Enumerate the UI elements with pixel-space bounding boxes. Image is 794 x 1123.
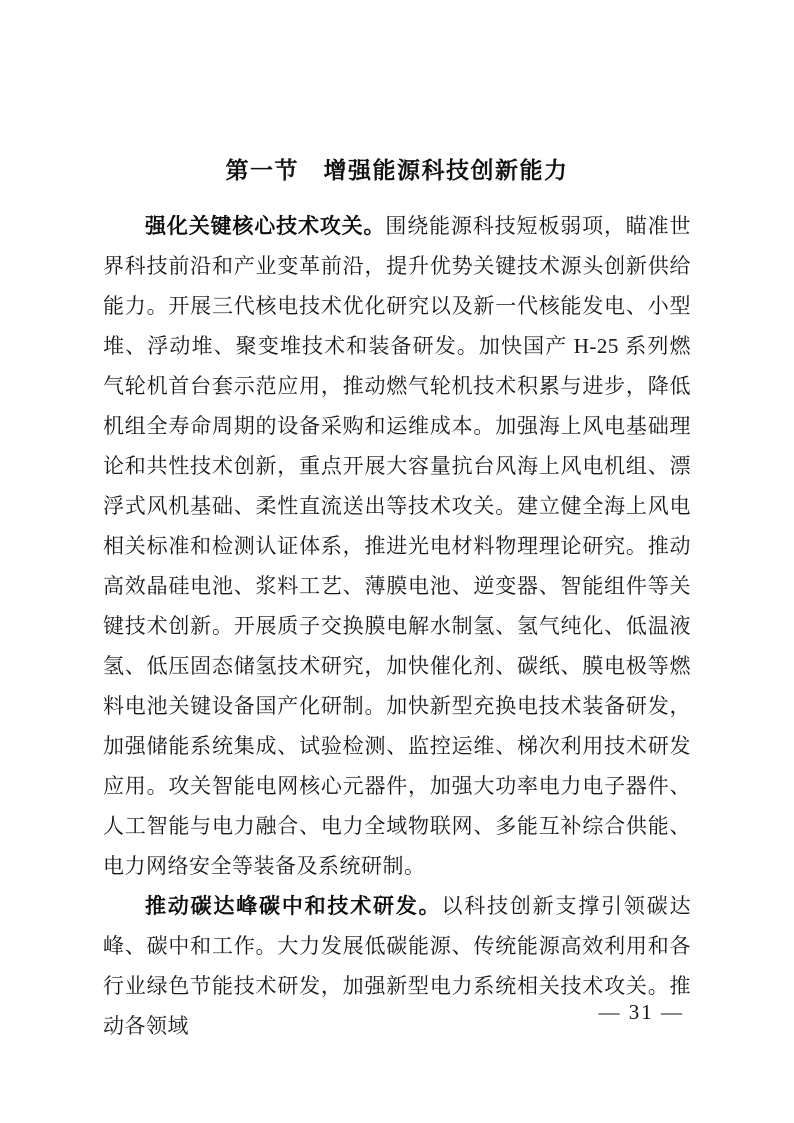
paragraph-text: 以科技创新支撑引领碳达峰、碳中和工作。大力发展低碳能源、传统能源高效利用和各行业绿色节能技术研发，加强新型电力系统相关技术攻关。推动各领域: [103, 894, 692, 1038]
paragraph-lead: 强化关键核心技术攻关。: [145, 214, 386, 238]
section-title: 第一节 增强能源科技创新能力: [225, 157, 569, 183]
paragraph: [103, 206, 691, 886]
paragraph-text: 围绕能源科技短板弱项，瞄准世界科技前沿和产业变革前沿，提升优势关键技术源头创新供给能力。开展三代核电技术优化研究以及新一代核能发电、小型堆、浮动堆、聚变堆技术和装备研发。加快国产 H-25 系列燃气轮机首台套示范应用，推动燃气轮机技术积累与进步，降低机组全寿命周期的设备采购和运维成本。加强海上风电基础理论和共性技术创新，重点开展大容量抗台风海上风电机组、漂浮式风机基础、柔性直流送出等技术攻关。建立健全海上风电相关标准和检测认证体系，推进光电材料物理理论研究。推动高效晶硅电池、浆料工艺、薄膜电池、逆变器、智能组件等关键技术创新。开展质子交换膜电解水制氢、氢气纯化、低温液氢、低压固态储氢技术研究，加快催化剂、碳纸、膜电极等燃料电池关键设备国产化研制。加快新型充换电技术装备研发，加强储能系统集成、试验检测、监控运维、梯次利用技术研发应用。攻关智能电网核心元器件，加强大功率电力电子器件、人工智能与电力融合、电力全域物联网、多能互补综合供能、电力网络安全等装备及系统研制。: [103, 214, 692, 878]
page-number: — 31 —: [598, 1000, 684, 1024]
paragraph-lead: 推动碳达峰碳中和技术研发。: [145, 894, 442, 918]
page-content: [103, 155, 691, 1046]
